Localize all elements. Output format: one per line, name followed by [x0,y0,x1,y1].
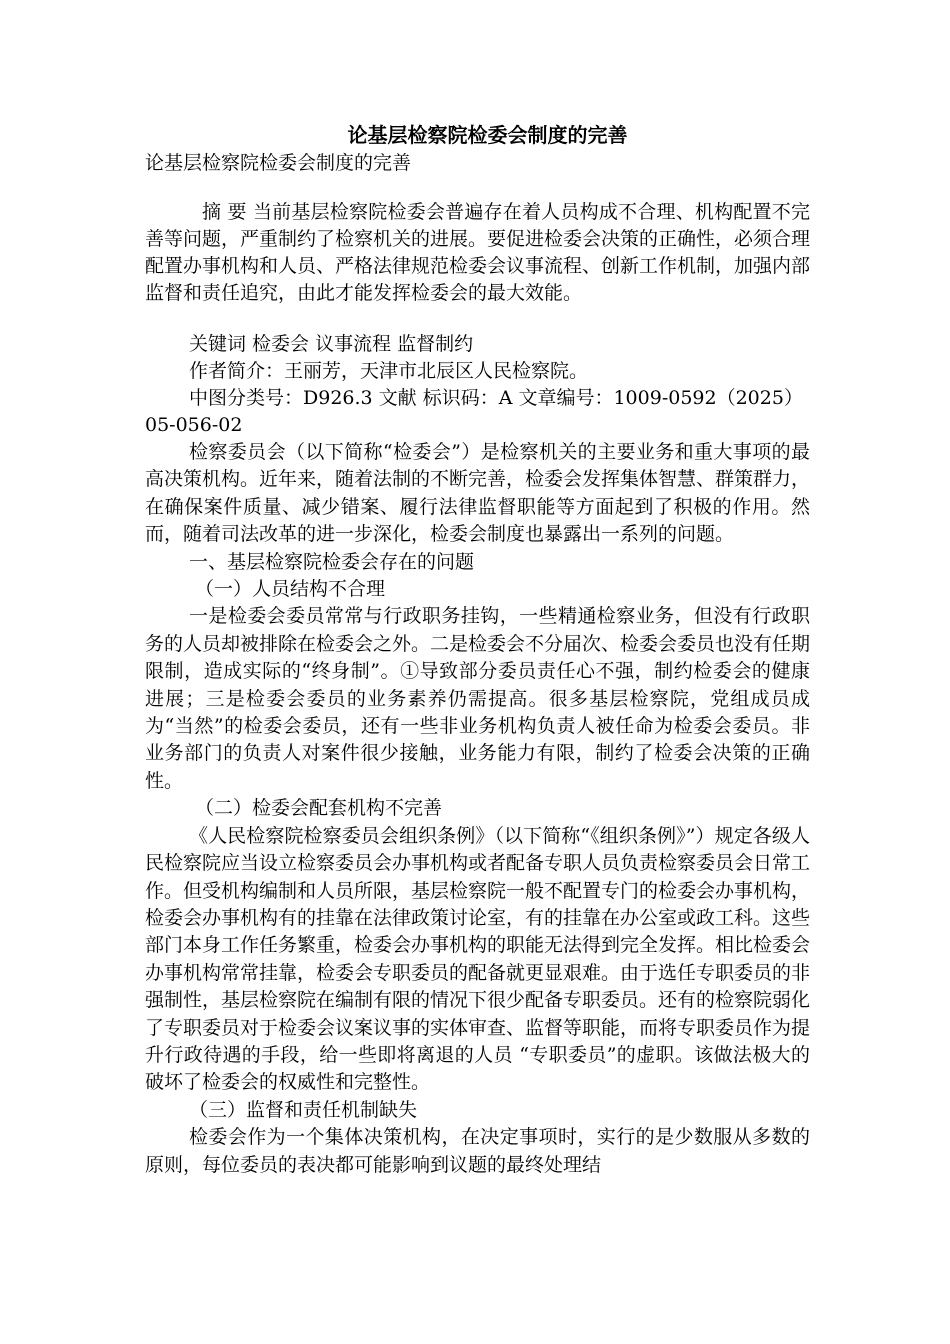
author-line: 作者简介：王丽芳，天津市北辰区人民检察院。 [189,360,589,382]
subsection-heading-2: （二）检委会配套机构不完善 [195,797,443,820]
abstract-paragraph: 摘 要 当前基层检察院检委会普遍存在着人员构成不合理、机构配置不完善等问题，严重制约了检察机关的进展。要促进检委会决策的正确性，必须合理配置办事机构和人员、严格法律规范检委会议事流程、创新工作机制，加强内部监督和责任追究，由此才能发挥检委会的最大效能。 [145,201,811,304]
subsection-heading-3: （三）监督和责任机制缺失 [189,1098,418,1121]
document-subtitle: 论基层检察院检委会制度的完善 [145,152,412,174]
intro-paragraph: 检察委员会（以下简称“检委会”）是检察机关的主要业务和重大事项的最高决策机构。近年来，随着法制的不断完善，检委会发挥集体智慧、群策群力，在确保案件质量、减少错案、履行法律监督职能等方面起到了积极的作用。然而，随着司法改革的进一步深化，检委会制度也暴露出一系列的问题。 [145,441,811,546]
document-title: 论基层检察院检委会制度的完善 [347,123,628,147]
subsection-paragraph-3: 检委会作为一个集体决策机构，在决定事项时，实行的是少数服从多数的原则，每位委员的表决都可能影响到议题的最终处理结 [145,1126,810,1176]
subsection-heading-1: （一）人员结构不合理 [195,578,386,601]
subsection-paragraph-1: 一是检委会委员常常与行政职务挂钩，一些精通检察业务，但没有行政职务的人员却被排除在检委会之外。二是检委会不分届次、检委会委员也没有任期限制，造成实际的“终身制”。①导致部分委员责任心不强，制约检委会的健康进展；三是检委会委员的业务素养仍需提高。很多基层检察院，党组成员成为“当然”的检委会委员，还有一些非业务机构负责人被任命为检委会委员。非业务部门的负责人对案件很少接触，业务能力有限，制约了检委会决策的正确性。 [145,605,811,792]
document-page [145,120,810,1179]
section-heading-1: 一、基层检察院检委会存在的问题 [189,550,475,573]
keywords-line: 关键词 检委会 议事流程 监督制约 [189,333,474,355]
subsection-paragraph-2: 《人民检察院检察委员会组织条例》（以下简称“《组织条例》”）规定各级人民检察院应当设立检察委员会办事机构或者配备专职人员负责检察委员会日常工作。但受机构编制和人员所限，基层检察院一般不配置专门的检委会办事机构，检委会办事机构有的挂靠在法律政策讨论室，有的挂靠在办公室或政工科。这些部门本身工作任务繁重，检委会办事机构的职能无法得到完全发挥。相比检委会办事机构常常挂靠，检委会专职委员的配备就更显艰难。由于选任专职委员的非强制性，基层检察院在编制有限的情况下很少配备专职委员。还有的检察院弱化了专职委员对于检委会议案议事的实体审查、监督等职能，而将专职委员作为提升行政待遇的手段，给一些即将离退的人员 “专职委员”的虚职。该做法极大的破坏了检委会的权威性和完整性。 [145,824,811,1094]
classification-line: 中图分类号：D926.3 文献 标识码：A 文章编号：1009-0592（2025）05-056-02 [145,387,803,436]
